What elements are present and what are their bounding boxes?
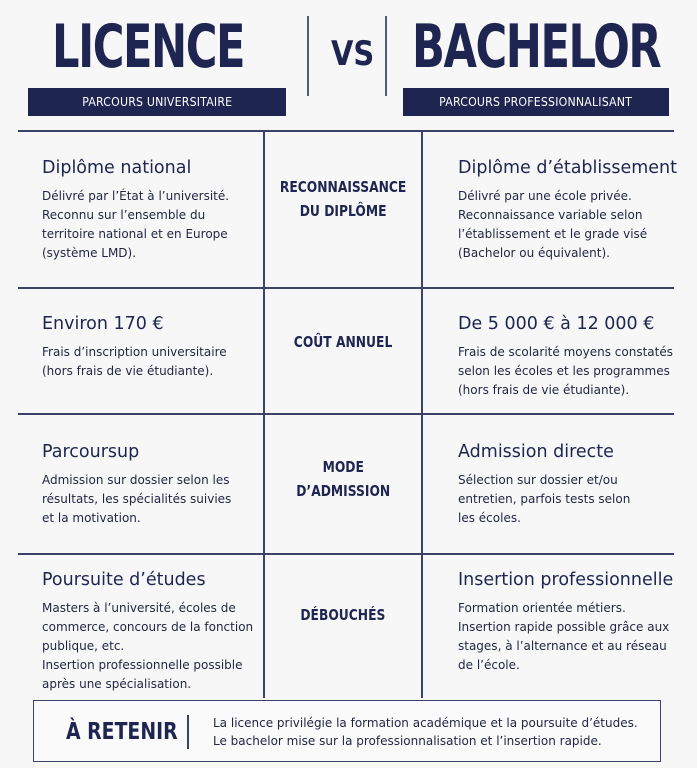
- bachelor-subtitle-band: [403, 88, 669, 116]
- cell-text: Délivré par l’État à l’université. Reconnu sur l’ensemble du territoire national et en Europe (système LMD).: [42, 189, 230, 260]
- licence-subtitle-band: [28, 88, 286, 116]
- criterion-label: RECONNAISSANCE DU DIPLÔME: [279, 178, 407, 220]
- licence-outcomes-cell: [42, 569, 262, 694]
- header-divider-left: [307, 16, 309, 96]
- key-takeaway-box: [33, 700, 661, 762]
- cell-text: Frais de scolarité moyens constatés selon les écoles et les programmes (hors frais de vie étudiante).: [458, 345, 673, 397]
- cell-text: Délivré par une école privée. Reconnaissance variable selon l’établissement et le grade visé (Bachelor ou équivalent).: [458, 189, 648, 260]
- bachelor-outcomes-cell: [458, 569, 678, 675]
- cell-text: Admission sur dossier selon les résultats, les spécialités suivies et la motivation.: [42, 473, 232, 525]
- criterion-label: DÉBOUCHÉS: [300, 606, 386, 624]
- licence-recognition-cell: [42, 157, 257, 263]
- key-takeaway-divider: [187, 715, 189, 749]
- cell-title: De 5 000 € à 12 000 €: [458, 314, 655, 334]
- criterion-label: COÛT ANNUEL: [293, 333, 393, 351]
- key-takeaway-title: À RETENIR: [66, 719, 178, 745]
- key-takeaway-text: [213, 714, 638, 750]
- cell-text: Sélection sur dossier et/ou entretien, parfois tests selon les écoles.: [458, 473, 631, 525]
- cell-text: Masters à l’université, écoles de commerce, concours de la fonction publique, etc. Insertion professionnelle possible après une spécialisation.: [42, 601, 254, 691]
- cell-title: Parcoursup: [42, 442, 140, 462]
- licence-title: LICENCE: [52, 12, 245, 82]
- cell-text: Formation orientée métiers. Insertion rapide possible grâce aux stages, à l’alternance et au réseau de l’école.: [458, 601, 670, 672]
- cell-title: Environ 170 €: [42, 314, 164, 334]
- bachelor-admission-cell: [458, 441, 678, 528]
- cell-title: Poursuite d’études: [42, 570, 206, 590]
- bachelor-subtitle: PARCOURS PROFESSIONNALISANT: [439, 94, 633, 109]
- bachelor-cost-cell: [458, 313, 678, 400]
- vs-label: VS: [331, 34, 375, 74]
- key-takeaway-line: La licence privilégie la formation académique et la poursuite d’études.: [213, 716, 638, 730]
- bachelor-recognition-cell: [458, 157, 678, 263]
- licence-cost-cell: [42, 313, 257, 381]
- row-divider: [18, 413, 674, 415]
- row-divider: [18, 553, 674, 555]
- bachelor-title: BACHELOR: [412, 12, 661, 82]
- cell-title: Diplôme national: [42, 158, 192, 178]
- comparison-header: [0, 0, 697, 120]
- key-takeaway-line: Le bachelor mise sur la professionnalisation et l’insertion rapide.: [213, 734, 602, 748]
- licence-admission-cell: [42, 441, 257, 528]
- criterion-label: MODE D’ADMISSION: [296, 458, 390, 500]
- cell-title: Insertion professionnelle: [458, 570, 674, 590]
- comparison-table: [18, 130, 678, 700]
- cell-text: Frais d’inscription universitaire (hors frais de vie étudiante).: [42, 345, 227, 378]
- licence-subtitle: PARCOURS UNIVERSITAIRE: [81, 94, 233, 109]
- header-divider-right: [385, 16, 387, 96]
- row-divider: [18, 287, 674, 289]
- row-divider: [18, 130, 674, 132]
- cell-title: Diplôme d’établissement: [458, 158, 678, 178]
- cell-title: Admission directe: [458, 442, 614, 462]
